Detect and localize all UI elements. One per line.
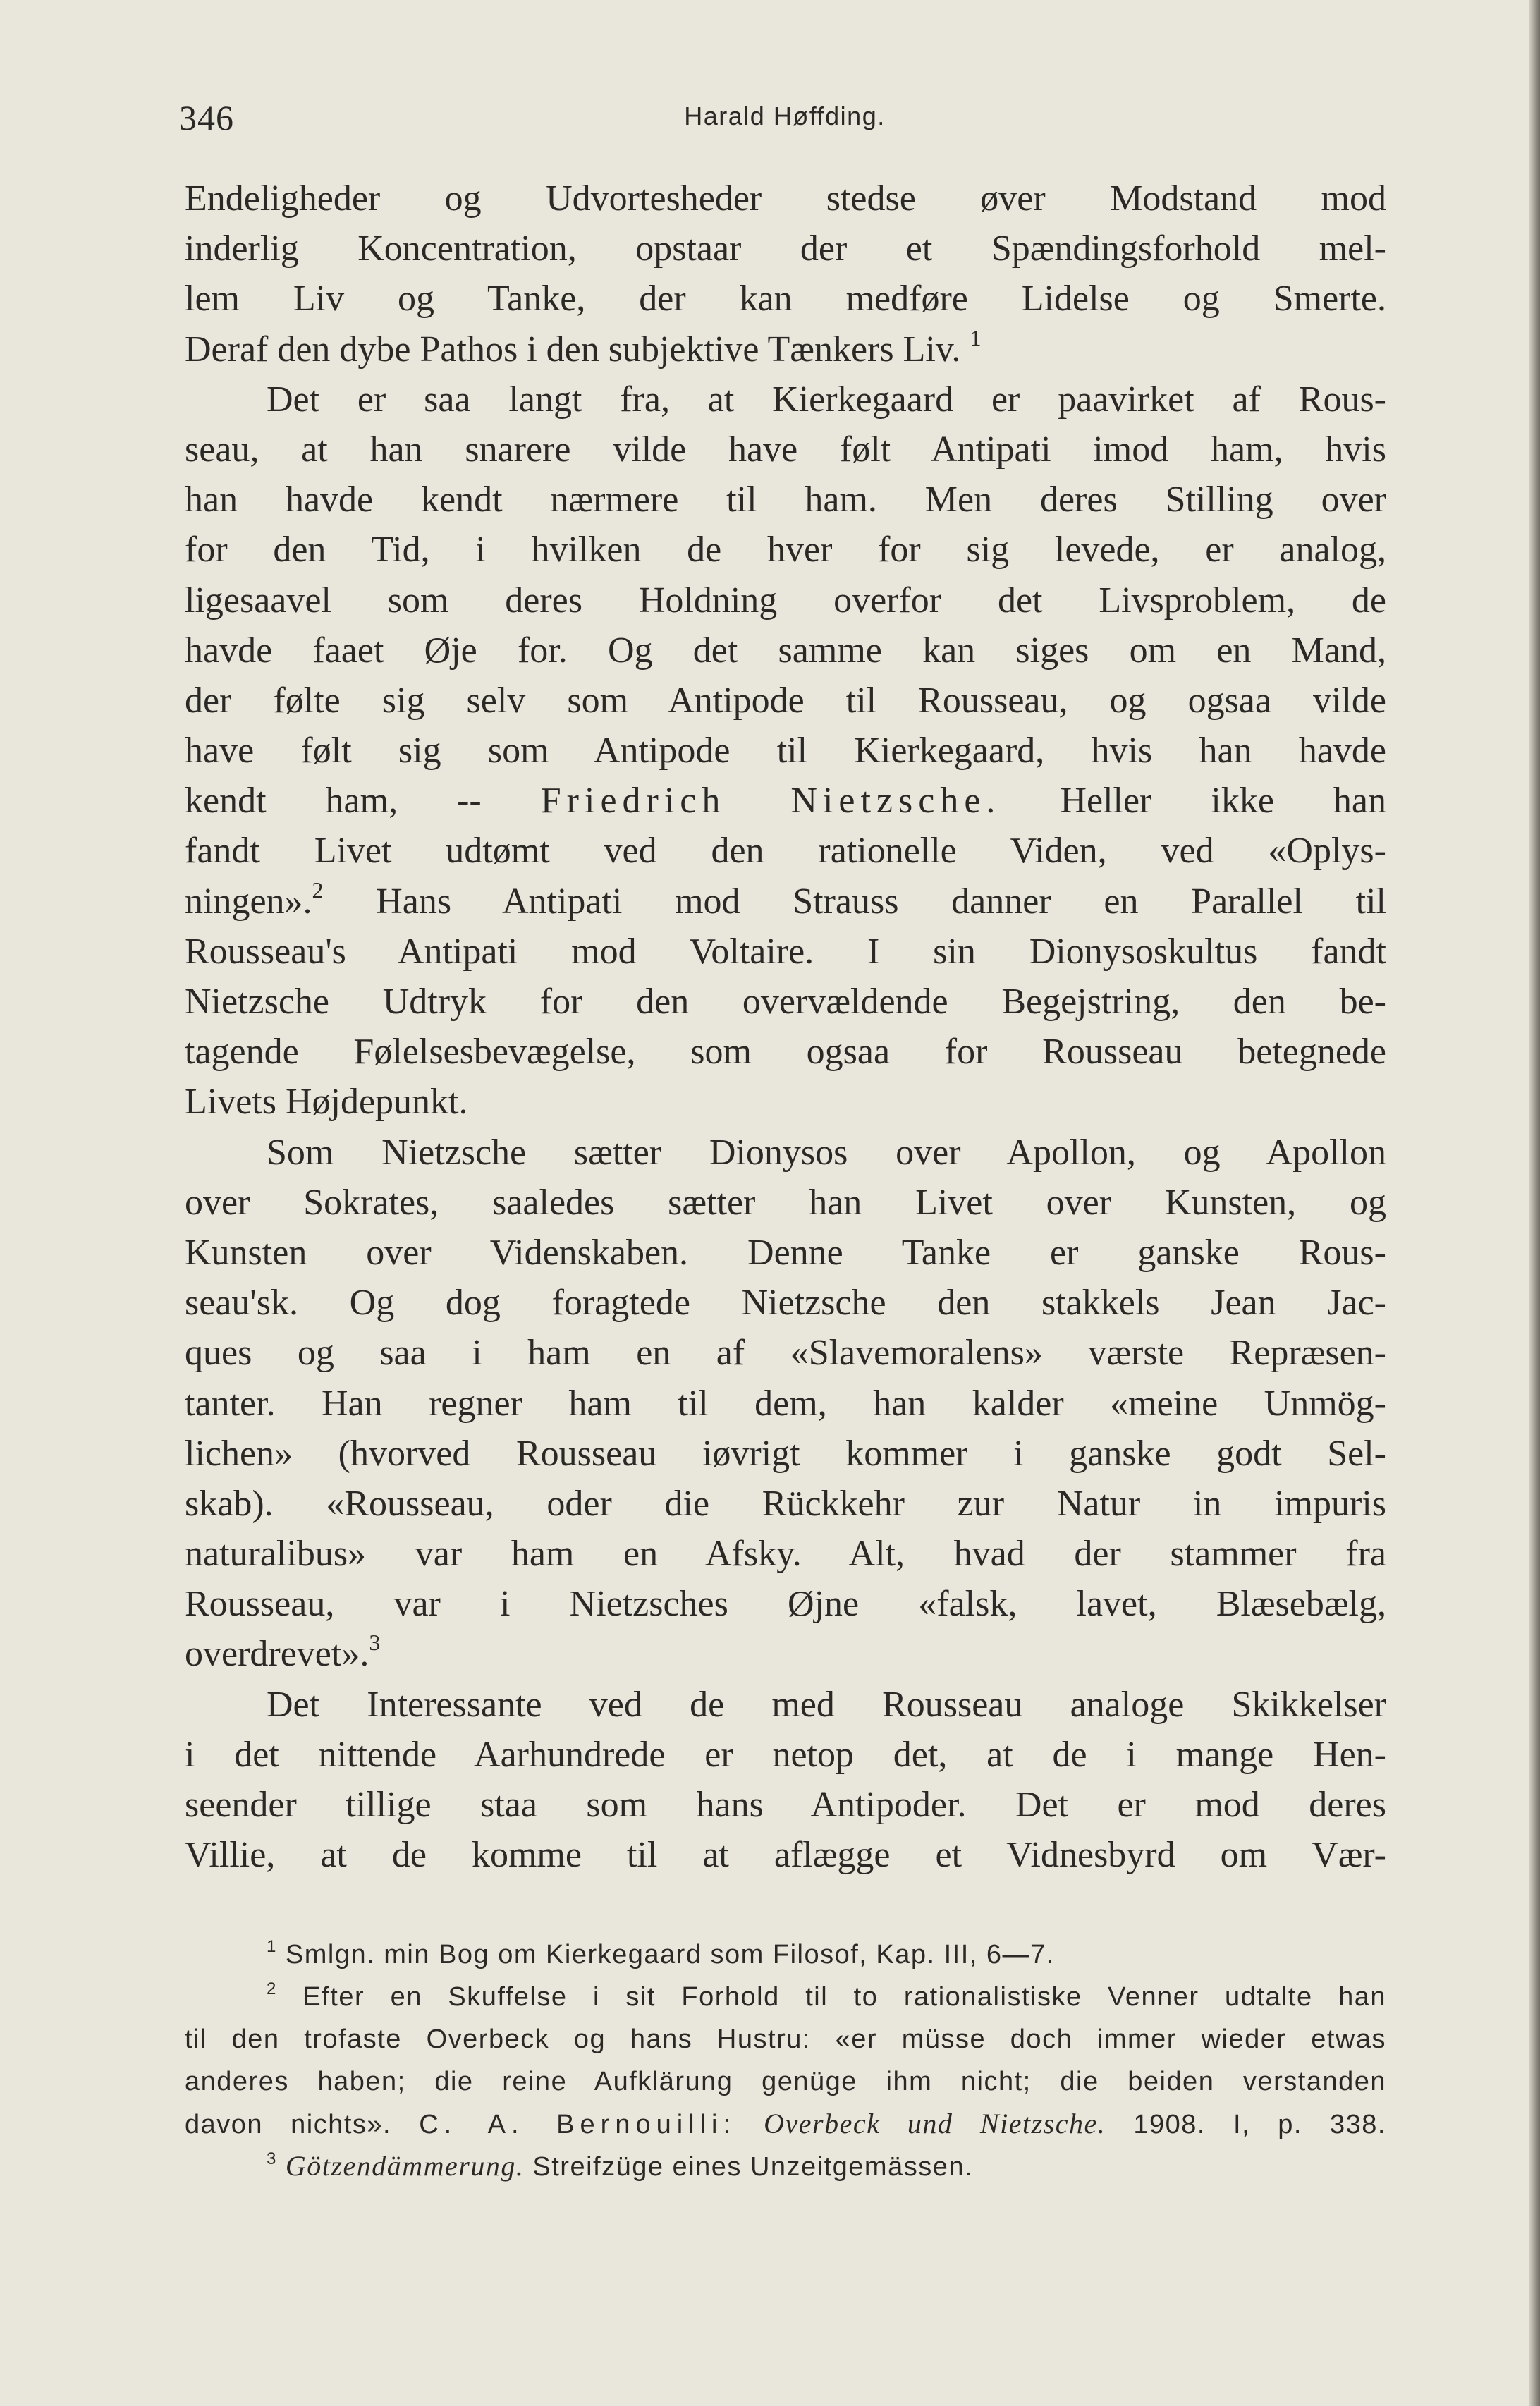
text-line: seau'sk. Og dog foragtede Nietzsche den stakkels Jean Jac- xyxy=(185,1283,1386,1324)
text-line: Som Nietzsche sætter Dionysos over Apollon, og Apollon xyxy=(267,1132,1386,1173)
text-line: Det Interessante ved de med Rousseau analoge Skikkelser xyxy=(267,1684,1386,1725)
footnote-text: Smlgn. min Bog om Kierkegaard som Filosof, Kap. III, 6—7. xyxy=(285,1940,1055,1970)
page-edge-shadow xyxy=(1529,0,1540,2406)
text-line: der følte sig selv som Antipode til Rousseau, og ogsaa vilde xyxy=(185,680,1386,721)
text-line: skab). «Rousseau, oder die Rückkehr zur Natur in impuris xyxy=(185,1483,1386,1524)
text-line: for den Tid, i hvilken de hver for sig levede, er analog, xyxy=(185,530,1386,570)
text-line: lichen» (hvorved Rousseau iøvrigt kommer i ganske godt Sel- xyxy=(185,1433,1386,1474)
text-line: tagende Følelsesbevægelse, som ogsaa for Rousseau betegnede xyxy=(185,1032,1386,1073)
footnote-1 xyxy=(185,1934,1386,1976)
text-line: over Sokrates, saaledes sætter han Livet over Kunsten, og xyxy=(185,1182,1386,1223)
footnote-2-line: anderes haben; die reine Aufklärung genüge ihm nicht; die beiden verstanden xyxy=(185,2067,1386,2096)
text-span: Deraf den dybe Pathos i den subjektive Tænkers Liv. xyxy=(185,329,961,370)
text-span: ningen». xyxy=(185,881,312,922)
footnote-text: Streifzüge eines Unzeitgemässen. xyxy=(532,2152,974,2182)
body-text xyxy=(185,173,1386,1880)
footnotes xyxy=(185,1934,1386,2187)
text-line: tanter. Han regner ham til dem, han kalder «meine Unmög- xyxy=(185,1383,1386,1424)
text-line: i det nittende Aarhundrede er netop det, at de i mange Hen- xyxy=(185,1734,1386,1775)
text-line: Endeligheder og Udvortesheder stedse øver Modstand mod xyxy=(185,178,1386,219)
text-line: naturalibus» var ham en Afsky. Alt, hvad der stammer fra xyxy=(185,1534,1386,1575)
text-line: have følt sig som Antipode til Kierkegaard, hvis han havde xyxy=(185,731,1386,771)
book-title: Overbeck und Nietzsche. xyxy=(764,2108,1106,2139)
footnote-mark: 3 xyxy=(267,2149,277,2168)
page-number: 346 xyxy=(179,98,234,138)
text-line: lem Liv og Tanke, der kan medføre Lidelse og Smerte. xyxy=(185,279,1386,319)
text-line xyxy=(185,324,1386,374)
text-line: han havde kendt nærmere til ham. Men deres Stilling over xyxy=(185,480,1386,520)
footnote-text: davon nichts». xyxy=(185,2110,392,2139)
footnote-2-line: til den trofaste Overbeck og hans Hustru: «er müsse doch immer wieder etwas xyxy=(185,2025,1386,2054)
text-line: Villie, at de komme til at aflægge et Vidnesbyrd om Vær- xyxy=(185,1835,1386,1876)
spaced-name: C. A. Bernouilli: xyxy=(419,2110,737,2139)
text-line xyxy=(185,776,1386,826)
text-line xyxy=(185,1629,1386,1679)
text-line: havde faaet Øje for. Og det samme kan siges om en Mand, xyxy=(185,630,1386,671)
text-line: ques og saa i ham en af «Slavemoralens» værste Repræsen- xyxy=(185,1333,1386,1374)
text-span: Hans Antipati mod Strauss danner en Parallel til xyxy=(376,881,1387,922)
text-line: fandt Livet udtømt ved den rationelle Viden, ved «Oplys- xyxy=(185,831,1386,872)
footnote-mark: 1 xyxy=(267,1937,277,1956)
text-span: overdrevet». xyxy=(185,1634,369,1675)
text-line: seau, at han snarere vilde have følt Antipati imod ham, hvis xyxy=(185,429,1386,470)
footnote-ref: 3 xyxy=(369,1630,381,1656)
footnote-text: Efter en Skuffelse i sit Forhold til to rationalistiske Venner udtalte han xyxy=(302,1982,1386,2012)
footnote-3 xyxy=(185,2145,1386,2187)
text-line: Livets Højdepunkt. xyxy=(185,1082,468,1123)
text-line: ligesaavel som deres Holdning overfor det Livsproblem, de xyxy=(185,580,1386,621)
text-line: Rousseau's Antipati mod Voltaire. I sin Dionysoskultus fandt xyxy=(185,931,1386,972)
footnote-2-line xyxy=(185,2103,1386,2145)
text-line: Rousseau, var i Nietzsches Øjne «falsk, lavet, Blæsebælg, xyxy=(185,1584,1386,1625)
book-title: Götzendämmerung. xyxy=(285,2150,525,2182)
text-line: Kunsten over Videnskaben. Denne Tanke er ganske Rous- xyxy=(185,1232,1386,1273)
text-span: Heller ikke han xyxy=(1060,781,1387,822)
page-header xyxy=(179,97,1391,147)
footnote-ref: 2 xyxy=(312,877,324,903)
text-line xyxy=(185,877,1386,927)
footnote-2 xyxy=(185,1976,1386,2018)
text-line: Nietzsche Udtryk for den overvældende Begejstring, den be- xyxy=(185,982,1386,1022)
footnote-ref: 1 xyxy=(970,324,982,350)
footnote-mark: 2 xyxy=(267,1979,277,1998)
text-line: inderlig Koncentration, opstaar der et Spændingsforhold mel- xyxy=(185,228,1386,269)
text-line: seender tillige staa som hans Antipoder. Det er mod deres xyxy=(185,1785,1386,1825)
text-span: kendt ham, -- xyxy=(185,781,482,822)
text-line: Det er saa langt fra, at Kierkegaard er paavirket af Rous- xyxy=(267,379,1386,420)
running-head: Harald Høffding. xyxy=(684,102,886,130)
spaced-name: Friedrich Nietzsche. xyxy=(540,781,1001,822)
footnote-text: 1908. I, p. 338. xyxy=(1133,2110,1386,2139)
